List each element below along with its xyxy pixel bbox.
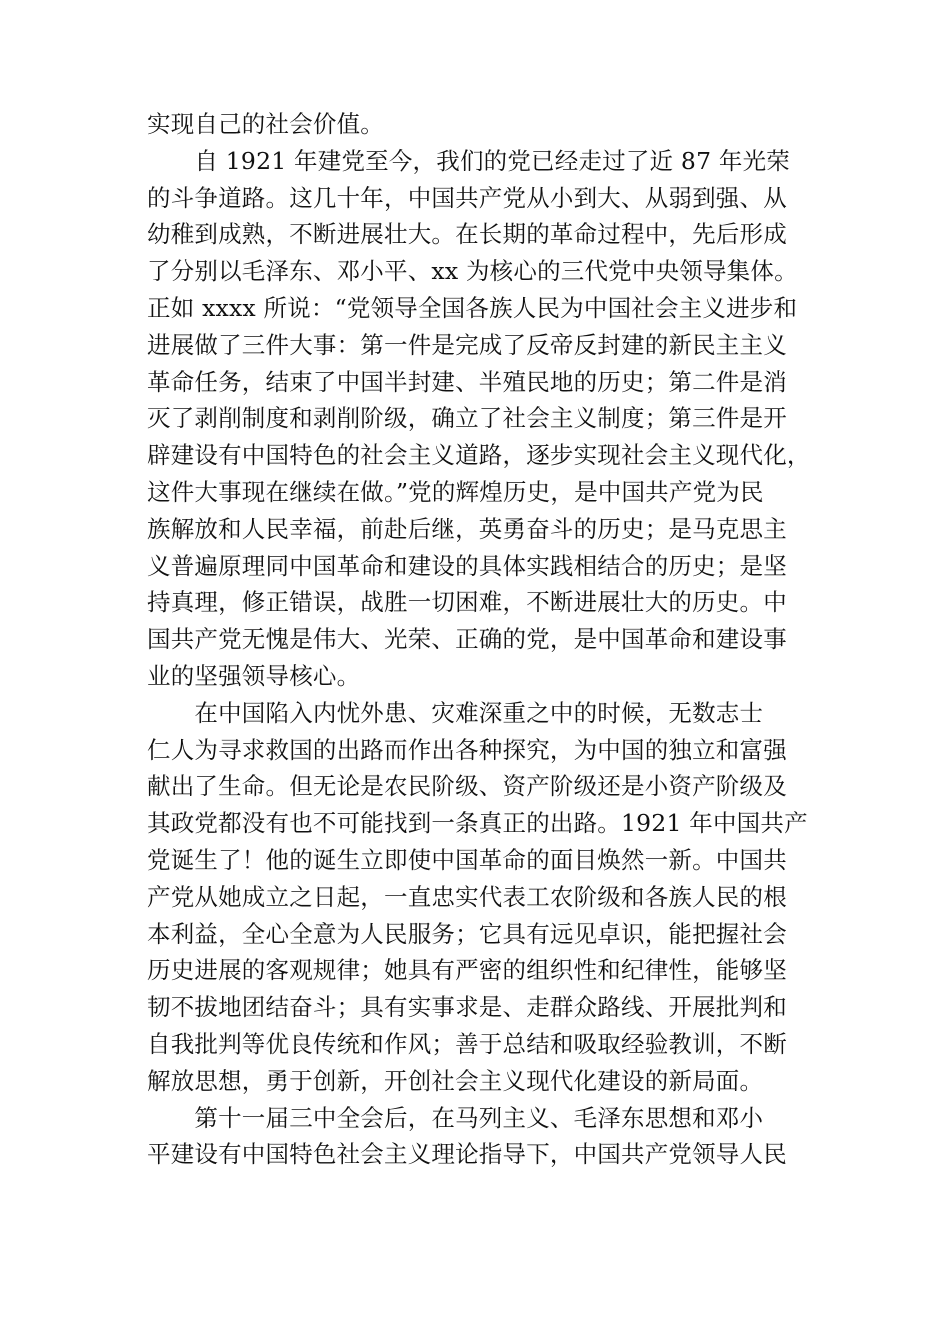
text-line: 进展做了三件大事：第一件是完成了反帝反封建的新民主主义 (147, 330, 787, 359)
text-line: 平建设有中国特色社会主义理论指导下，中国共产党领导人民 (147, 1140, 787, 1169)
text-line: 革命任务，结束了中国半封建、半殖民地的历史；第二件是消 (147, 367, 787, 396)
text-line: 正如 xxxx 所说：“党领导全国各族人民为中国社会主义进步和 (147, 293, 798, 322)
text-line: 了分别以毛泽东、邓小平、xx 为核心的三代党中央领导集体。 (147, 257, 798, 286)
text-line: 义普遍原理同中国革命和建设的具体实践相结合的历史；是坚 (147, 551, 787, 580)
text-line: 在中国陷入内忧外患、灾难深重之中的时候，无数志士 (147, 698, 764, 727)
text-line: 献出了生命。但无论是农民阶级、资产阶级还是小资产阶级及 (147, 772, 787, 801)
text-line: 国共产党无愧是伟大、光荣、正确的党，是中国革命和建设事 (147, 625, 787, 654)
text-line: 第十一届三中全会后，在马列主义、毛泽东思想和邓小 (147, 1103, 764, 1132)
text-line: 仁人为寻求救国的出路而作出各种探究，为中国的独立和富强 (147, 735, 787, 764)
text-line: 历史进展的客观规律；她具有严密的组织性和纪律性，能够坚 (147, 956, 787, 985)
text-line: 其政党都没有也不可能找到一条真正的出路。1921 年中国共产 (147, 809, 808, 838)
document-body (147, 106, 811, 1173)
paragraph-4 (147, 1100, 797, 1174)
text-line: 幼稚到成熟，不断进展壮大。在长期的革命过程中，先后形成 (147, 220, 787, 249)
text-line: 本利益，全心全意为人民服务；它具有远见卓识，能把握社会 (147, 919, 787, 948)
text-line: 解放思想，勇于创新，开创社会主义现代化建设的新局面。 (147, 1066, 764, 1095)
text-line: 这件大事现在继续在做。”党的辉煌历史，是中国共产党为民 (147, 477, 764, 506)
text-line: 实现自己的社会价值。 (147, 110, 384, 138)
text-line: 辟建设有中国特色的社会主义道路，逐步实现社会主义现代化， (147, 441, 811, 470)
text-line: 的斗争道路。这几十年，中国共产党从小到大、从弱到强、从 (147, 183, 787, 212)
text-line: 业的坚强领导核心。 (147, 661, 361, 690)
paragraph-2 (147, 143, 811, 695)
text-line: 自 1921 年建党至今，我们的党已经走过了近 87 年光荣 (147, 146, 790, 175)
text-line: 灭了剥削制度和剥削阶级，确立了社会主义制度；第三件是开 (147, 404, 787, 433)
paragraph-3 (147, 695, 808, 1100)
text-line: 党诞生了！他的诞生立即使中国革命的面目焕然一新。中国共 (147, 845, 787, 874)
paragraph-1 (147, 106, 797, 143)
text-line: 韧不拔地团结奋斗；具有实事求是、走群众路线、开展批判和 (147, 993, 787, 1022)
text-line: 自我批判等优良传统和作风；善于总结和吸取经验教训，不断 (147, 1029, 787, 1058)
text-line: 族解放和人民幸福，前赴后继，英勇奋斗的历史；是马克思主 (147, 514, 787, 543)
text-line: 产党从她成立之日起，一直忠实代表工农阶级和各族人民的根 (147, 882, 787, 911)
text-line: 持真理，修正错误，战胜一切困难，不断进展壮大的历史。中 (147, 588, 787, 617)
